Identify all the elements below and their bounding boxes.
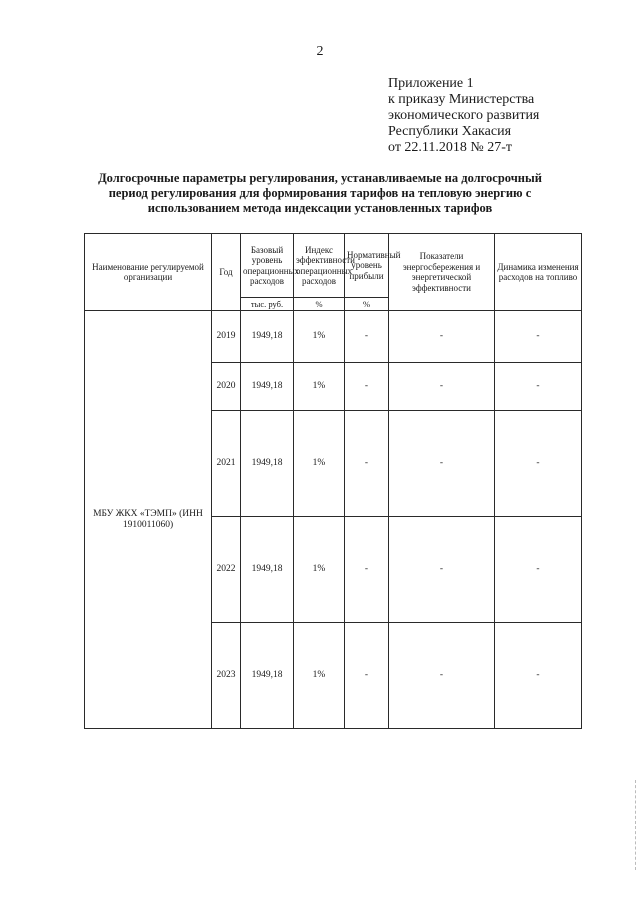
cell-efficiency-index: 1% [294,362,345,410]
cell-profit-level: - [345,411,389,517]
page-number: 2 [316,44,324,59]
unit-base-opex: тыс. руб. [241,298,294,311]
cell-year: 2019 [212,311,241,362]
cell-fuel-dynamics: - [495,623,582,729]
appendix-line: к приказу Министерства [388,92,535,107]
scan-edge-marks [633,780,636,870]
appendix-line: экономического развития [388,108,540,123]
organization-name: МБУ ЖКХ «ТЭМП» (ИНН 1910011060) [85,311,212,729]
cell-energy-saving: - [389,516,495,623]
cell-year: 2023 [212,623,241,729]
cell-energy-saving: - [389,623,495,729]
cell-base-opex: 1949,18 [241,311,294,362]
cell-profit-level: - [345,362,389,410]
cell-fuel-dynamics: - [495,411,582,517]
title-line: использованием метода индексации установленных тарифов [147,201,493,215]
cell-efficiency-index: 1% [294,311,345,362]
appendix-block [388,76,539,156]
cell-fuel-dynamics: - [495,311,582,362]
header-profit-level: Нормативный уровень прибыли [345,234,389,298]
cell-fuel-dynamics: - [495,362,582,410]
cell-efficiency-index: 1% [294,411,345,517]
title-line: период регулирования для формирования тарифов на тепловую энергию с [108,186,532,200]
header-year: Год [212,234,241,311]
cell-year: 2022 [212,516,241,623]
appendix-line: Приложение 1 [388,76,474,91]
cell-base-opex: 1949,18 [241,362,294,410]
table-header-row [85,234,582,298]
header-fuel-dynamics: Динамика изменения расходов на топливо [495,234,582,311]
cell-base-opex: 1949,18 [241,411,294,517]
regulation-parameters-table [84,233,582,729]
header-efficiency-index: Индекс эффективности операционных расходов [294,234,345,298]
document-title [70,171,570,216]
cell-profit-level: - [345,623,389,729]
cell-base-opex: 1949,18 [241,623,294,729]
cell-profit-level: - [345,311,389,362]
cell-energy-saving: - [389,362,495,410]
cell-year: 2021 [212,411,241,517]
cell-energy-saving: - [389,411,495,517]
header-org: Наименование регулируемой организации [85,234,212,311]
unit-efficiency-index: % [294,298,345,311]
cell-profit-level: - [345,516,389,623]
unit-profit-level: % [345,298,389,311]
cell-efficiency-index: 1% [294,516,345,623]
cell-efficiency-index: 1% [294,623,345,729]
header-base-opex: Базовый уровень операционных расходов [241,234,294,298]
appendix-line: Республики Хакасия [388,124,512,139]
table-row [85,311,582,362]
cell-year: 2020 [212,362,241,410]
cell-energy-saving: - [389,311,495,362]
title-line: Долгосрочные параметры регулирования, устанавливаемые на долгосрочный [98,171,542,185]
header-energy-saving: Показатели энергосбережения и энергетической эффективности [389,234,495,311]
cell-fuel-dynamics: - [495,516,582,623]
appendix-line: от 22.11.2018 № 27-т [388,140,513,155]
cell-base-opex: 1949,18 [241,516,294,623]
